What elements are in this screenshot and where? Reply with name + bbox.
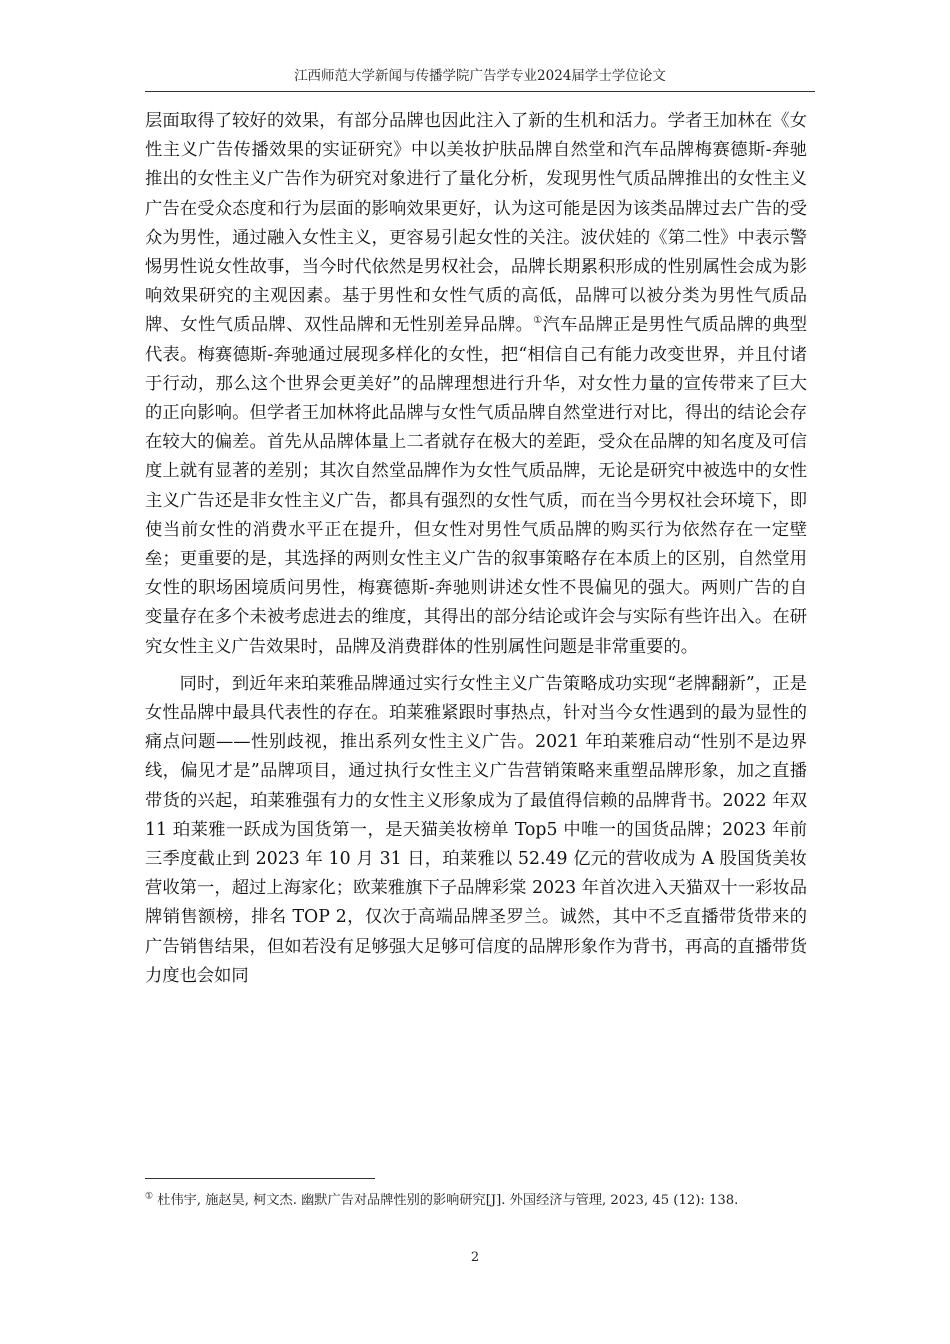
paragraph-1-text-a: 层面取得了较好的效果，有部分品牌也因此注入了新的生机和活力。学者王加林在《女性主义广告传播效果的实证研究》中以美妆护肤品牌自然堂和汽车品牌梅赛德斯-奔驰推出的女性主义广告作为研究对象进行了量化分析，发现男性气质品牌推出的女性主义广告在受众态度和行为层面的影响效果更好，认为这可能是因为该类品牌过去广告的受众为男性，通过融入女性主义，更容易引起女性的关注。波伏娃的《第二性》中表示警惕男性说女性故事，当今时代依然是男权社会，品牌长期累积形成的性别属性会成为影响效果研究的主观因素。基于男性和女性气质的高低，品牌可以被分类为男性气质品牌、女性气质品牌、双性品牌和无性别差异品牌。 bbox=[145, 111, 807, 336]
header-rule bbox=[145, 91, 815, 92]
footnote bbox=[145, 1190, 807, 1212]
paragraph-1-text-b: 汽车品牌正是男性气质品牌的典型代表。梅赛德斯-奔驰通过展现多样化的女性，把“相信自己有能力改变世界，并且付诸于行动，那么这个世界会更美好”的品牌理想进行升华，对女性力量的宣传带来了巨大的正向影响。但学者王加林将此品牌与女性气质品牌自然堂进行对比，得出的结论会存在较大的偏差。首先从品牌体量上二者就存在极大的差距，受众在品牌的知名度及可信度上就有显著的差别；其次自然堂品牌作为女性气质品牌，无论是研究中被选中的女性主义广告还是非女性主义广告，都具有强烈的女性气质，而在当今男权社会环境下，即使当前女性的消费水平正在提升，但女性对男性气质品牌的购买行为依然存在一定壁垒；更重要的是，其选择的两则女性主义广告的叙事策略存在本质上的区别，自然堂用女性的职场困境质问男性，梅赛德斯-奔驰则讲述女性不畏偏见的强大。两则广告的自变量存在多个未被考虑进去的维度，其得出的部分结论或许会与实际有些许出入。在研究女性主义广告效果时，品牌及消费群体的性别属性问题是非常重要的。 bbox=[145, 315, 807, 657]
footnote-text: 杜伟宇, 施赵昊, 柯文杰. 幽默广告对品牌性别的影响研究[J]. 外国经济与管理, 2023, 45 (12): 138. bbox=[153, 1193, 739, 1208]
main-body bbox=[145, 107, 807, 991]
paragraph-1 bbox=[145, 107, 807, 662]
footnote-rule bbox=[145, 1178, 375, 1179]
paragraph-2: 同时，到近年来珀莱雅品牌通过实行女性主义广告策略成功实现“老牌翻新”，正是女性品牌中最具代表性的存在。珀莱雅紧跟时事热点，针对当今女性遇到的最为显性的痛点问题——性别歧视，推出系列女性主义广告。2021 年珀莱雅启动“性别不是边界线，偏见才是”品牌项目，通过执行女性主义广告营销策略来重塑品牌形象，加之直播带货的兴起，珀莱雅强有力的女性主义形象成为了最值得信赖的品牌背书。2022 年双 11 珀莱雅一跃成为国货第一，是天猫美妆榜单 Top5 中唯一的国货品牌；2023 年前三季度截止到 2023 年 10 月 31 日，珀莱雅以 52.49 亿元的营收成为 A 股国货美妆营收第一，超过上海家化；欧莱雅旗下子品牌彩棠 2023 年首次进入天猫双十一彩妆品牌销售额榜，排名 TOP 2，仅次于高端品牌圣罗兰。诚然，其中不乏直播带货带来的广告销售结果，但如若没有足够强大足够可信度的品牌形象作为背书，再高的直播带货力度也会如同 bbox=[145, 673, 807, 986]
footnote-reference[interactable]: ① bbox=[533, 315, 543, 327]
footnote-marker: ① bbox=[145, 1191, 154, 1202]
page-number: 2 bbox=[470, 1250, 480, 1265]
running-header: 江西师范大学新闻与传播学院广告学专业2024届学士学位论文 bbox=[294, 68, 666, 84]
